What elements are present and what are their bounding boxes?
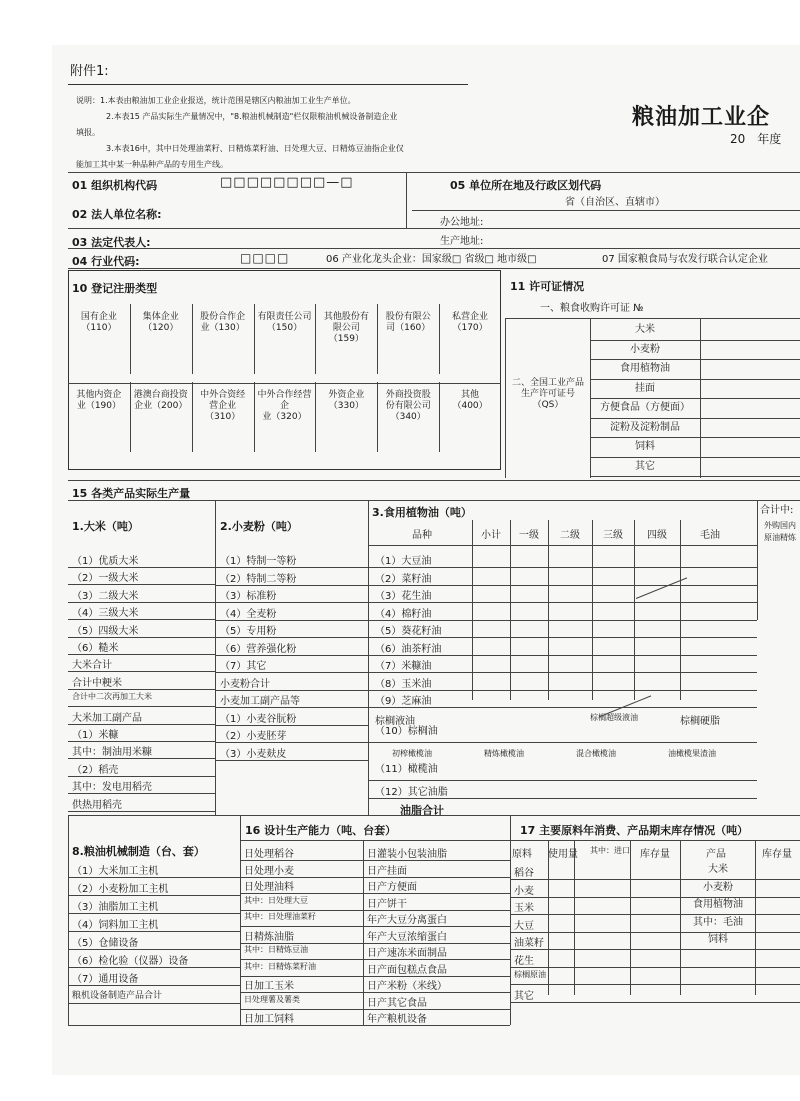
rule-line xyxy=(510,879,800,880)
rule-line xyxy=(510,914,800,915)
rule-line xyxy=(368,585,757,586)
consumption-header: 使用量 xyxy=(548,849,578,860)
oil-row-label: （5）葵花籽油 xyxy=(375,626,442,637)
palm-oil-type: 棕榈硬脂 xyxy=(680,716,720,727)
year-line: 20 年度 xyxy=(730,132,782,146)
license-item-label: 小麦粉 xyxy=(630,343,660,355)
rice-row-label: （1）优质大米 xyxy=(72,556,139,567)
rule-line xyxy=(590,457,800,458)
rule-line xyxy=(368,620,757,621)
note-line-2: 2.本表15 产品实际生产量情况中，"8.粮油机械制造"栏仅限粮油机械设备制造企业 xyxy=(106,112,398,121)
org-code-label: 01 组织机构代码 xyxy=(72,179,158,192)
rule-line xyxy=(439,382,440,452)
rice-row-label: （6）糙米 xyxy=(72,643,119,654)
side-import-2: 原油精炼 xyxy=(764,533,796,542)
capacity-left-label: 其中：日精炼菜籽油 xyxy=(244,961,316,971)
consumption-header: 库存量 xyxy=(640,849,670,860)
province-label: 省（自治区、直辖市） xyxy=(565,197,665,208)
office-address-label: 办公地址: xyxy=(440,217,484,228)
oil-column-header: 四级 xyxy=(647,530,667,541)
capacity-title: 16 设计生产能力（吨、台套） xyxy=(245,824,397,837)
machinery-row-label: （1）大米加工主机 xyxy=(72,866,159,877)
capacity-right-label: 年产大豆浓缩蛋白 xyxy=(367,931,447,943)
material-label: 油菜籽 xyxy=(514,938,544,949)
rule-line xyxy=(368,637,757,638)
olive-oil-type: 混合橄榄油 xyxy=(576,749,616,758)
oil-column-header: 品种 xyxy=(412,530,432,541)
rule-line xyxy=(315,382,316,452)
license-item-label: 食用植物油 xyxy=(620,363,670,374)
capacity-left-label: 日处理油料 xyxy=(244,882,294,893)
oil-total-label: 油脂合计 xyxy=(400,804,444,817)
registration-type-cell[interactable]: 港澳台商投资 企业（200） xyxy=(133,390,188,411)
oil-column-header: 小计 xyxy=(481,530,501,541)
rule-line xyxy=(215,725,368,726)
rule-line xyxy=(590,476,800,477)
rule-line xyxy=(68,584,215,585)
flour-row-label: （1）特制一等粉 xyxy=(220,556,297,567)
capacity-right-label: 日产挂面 xyxy=(367,865,407,877)
rule-line xyxy=(254,304,255,374)
palm-oil-label: （10）棕榈油 xyxy=(375,726,438,737)
material-label: 大豆 xyxy=(514,920,534,932)
rice-row-label: （3）二级大米 xyxy=(72,590,139,602)
production-address-label: 生产地址: xyxy=(440,236,484,247)
rule-line xyxy=(368,742,757,743)
rule-line xyxy=(68,654,215,655)
flour-row-label: （1）小麦谷朊粉 xyxy=(220,713,297,725)
rice-row-label: 大米加工副产品 xyxy=(72,712,142,724)
rule-line xyxy=(68,949,240,950)
note-line-5: 能加工其中某一种品种产品的专用生产线。 xyxy=(76,160,228,169)
machinery-row-label: （4）饲料加工主机 xyxy=(72,920,159,931)
rule-line xyxy=(192,382,193,452)
rice-row-label: （4）三级大米 xyxy=(72,608,139,620)
notes-box xyxy=(68,84,468,170)
machinery-row-label: （3）油脂加工主机 xyxy=(72,902,159,913)
material-label: 玉米 xyxy=(514,903,534,914)
rice-row-label: （2）一级大米 xyxy=(72,573,139,585)
rule-line xyxy=(68,913,240,914)
rule-line xyxy=(68,637,215,638)
rule-line xyxy=(510,897,800,898)
region-code-label: 05 单位所在地及行政区划代码 xyxy=(450,179,602,192)
registration-type-cell[interactable]: 国有企业 （110） xyxy=(80,312,117,333)
flour-row-label: （7）其它 xyxy=(220,661,267,672)
flour-row-label: 小麦粉合计 xyxy=(220,678,270,690)
rule-line xyxy=(68,602,215,603)
oil-row-label: （7）米糠油 xyxy=(375,661,432,672)
registration-type-cell[interactable]: 私营企业 （170） xyxy=(452,312,489,333)
rice-row-label: 其中：发电用稻壳 xyxy=(72,782,152,794)
rule-line xyxy=(215,585,368,586)
capacity-right-label: 年产大豆分离蛋白 xyxy=(367,915,447,926)
rule-line xyxy=(439,304,440,374)
rule-line xyxy=(68,758,215,759)
rule-line xyxy=(548,840,549,995)
rule-line xyxy=(215,655,368,656)
rule-line xyxy=(472,520,473,700)
palm-oil-type: 棕榈超级液油 xyxy=(590,713,638,722)
product-label: 饲料 xyxy=(708,934,728,945)
rule-line xyxy=(592,520,593,700)
oil-column-header: 一级 xyxy=(519,530,539,541)
industry-code-label: 04 行业代码: xyxy=(72,255,140,268)
olive-oil-type: 精炼橄榄油 xyxy=(484,749,524,758)
consumption-header: 产品 xyxy=(706,849,726,860)
rule-line xyxy=(634,520,635,700)
oil-row-label: （1）大豆油 xyxy=(375,556,432,567)
capacity-left-label: 其中：日精炼豆油 xyxy=(244,945,308,954)
registration-title: 10 登记注册类型 xyxy=(72,282,158,295)
license-item-label: 大米 xyxy=(635,324,655,335)
rice-row-label: 合计中粳米 xyxy=(72,677,122,689)
registration-type-cell[interactable]: 集体企业 （120） xyxy=(142,312,179,333)
oil-column-header: 二级 xyxy=(560,530,580,541)
material-label: 稻谷 xyxy=(514,868,534,879)
rice-row-label: （5）四级大米 xyxy=(72,625,139,637)
rule-line xyxy=(590,379,800,380)
rice-row-label: 其中：制油用米糠 xyxy=(72,747,152,759)
rice-row-label: 供热用稻壳 xyxy=(72,799,122,811)
rule-line xyxy=(130,382,131,452)
flour-row-label: （3）小麦麸皮 xyxy=(220,748,287,760)
rule-line xyxy=(68,776,215,777)
rule-line xyxy=(590,359,800,360)
capacity-right-label: 日产速冻米面制品 xyxy=(367,948,447,959)
rule-line xyxy=(510,840,800,841)
rule-line xyxy=(368,602,757,603)
rule-line xyxy=(68,1003,240,1004)
oil-row-label: （6）油茶籽油 xyxy=(375,643,442,655)
rule-line xyxy=(510,967,800,968)
leading-enterprise-label: 06 产业化龙头企业：国家级□ 省级□ 地市级□ xyxy=(326,254,537,265)
machinery-row-label: （7）通用设备 xyxy=(72,974,139,985)
rice-row-label: 合计中二次再加工大米 xyxy=(72,692,152,702)
rule-line xyxy=(130,304,131,374)
rule-line xyxy=(590,418,800,419)
rule-line xyxy=(68,619,215,620)
capacity-left-label: 其中：日处理油菜籽 xyxy=(244,912,316,921)
other-oil-label: （12）其它油脂 xyxy=(375,787,448,798)
rule-line xyxy=(192,304,193,374)
rule-line xyxy=(68,931,240,932)
rule-line xyxy=(368,707,757,708)
rule-line xyxy=(510,949,800,950)
palm-oil-type: 棕榈液油 xyxy=(375,716,415,727)
machinery-row-label: 粮机设备制造产品合计 xyxy=(72,991,163,1001)
rule-line xyxy=(68,895,240,896)
rule-line xyxy=(254,382,255,452)
rule-line xyxy=(590,398,800,399)
flour-title: 2.小麦粉（吨） xyxy=(220,520,298,533)
rule-line xyxy=(68,741,215,742)
capacity-right-label: 日产饼干 xyxy=(367,898,407,910)
rule-line xyxy=(315,304,316,374)
registration-type-cell[interactable]: 外资企业 （330） xyxy=(328,390,365,411)
rule-line xyxy=(377,382,378,452)
rule-line xyxy=(368,655,757,656)
capacity-right-label: 日产其它食品 xyxy=(367,997,427,1009)
capacity-right-label: 日产米粉（米线） xyxy=(367,981,447,992)
material-label: 其它 xyxy=(514,990,534,1002)
registration-type-cell[interactable]: 中外合资经 营企业 （310） xyxy=(200,390,246,422)
machinery-row-label: （5）仓储设备 xyxy=(72,938,139,949)
material-label: 棕榈原油 xyxy=(514,970,546,979)
rice-row-label: （2）稻壳 xyxy=(72,764,119,776)
rule-line xyxy=(68,985,240,986)
rice-title: 1.大米（吨） xyxy=(72,520,139,533)
product-label: 食用植物油 xyxy=(693,899,743,910)
rule-line xyxy=(68,689,215,690)
key-enterprise-label: 07 国家粮食局与农发行联合认定企业 xyxy=(602,254,768,265)
flour-row-label: （6）营养强化粉 xyxy=(220,643,297,655)
registration-type-cell[interactable]: 中外合作经营企 业（320） xyxy=(257,390,312,422)
note-line-4: 3.本表16中，其中日处理油菜籽、日精炼菜籽油、日处理大豆、日精炼豆油指企业仅 xyxy=(106,144,404,153)
legal-rep-label: 03 法定代表人: xyxy=(72,236,151,249)
rule-line xyxy=(68,724,215,725)
consumption-title: 17 主要原料年消费、产品期末库存情况（吨） xyxy=(520,824,749,837)
rule-line xyxy=(510,984,800,985)
grain-license-label: 一、粮食收购许可证 № xyxy=(540,303,644,314)
capacity-left-label: 日处理稻谷 xyxy=(244,849,294,860)
rule-line xyxy=(510,1002,800,1003)
rule-line xyxy=(215,672,368,673)
rule-line xyxy=(368,672,757,673)
rule-line xyxy=(68,706,215,707)
flour-row-label: （4）全麦粉 xyxy=(220,608,277,620)
note-line-3: 填报。 xyxy=(76,128,100,137)
machinery-row-label: （6）检化验（仪器）设备 xyxy=(72,956,189,967)
consumption-header: 原料 xyxy=(512,849,532,860)
rule-line xyxy=(510,932,800,933)
rule-line xyxy=(590,437,800,438)
rule-line xyxy=(68,877,240,878)
consumption-header: 库存量 xyxy=(762,849,792,860)
registration-type-cell[interactable]: 其他 （400） xyxy=(452,390,488,411)
rule-line xyxy=(548,520,549,700)
rule-line xyxy=(368,780,757,781)
rule-line xyxy=(215,602,368,603)
rule-line xyxy=(240,840,510,841)
product-label: 小麦粉 xyxy=(703,881,733,893)
rule-line xyxy=(215,707,368,708)
olive-oil-type: 初榨橄榄油 xyxy=(392,749,432,758)
license-title: 11 许可证情况 xyxy=(510,280,585,293)
machinery-title: 8.粮油机械制造（台、套） xyxy=(72,845,205,858)
oil-title: 3.食用植物油（吨） xyxy=(372,506,472,519)
industry-code-boxes[interactable]: □□□□ xyxy=(240,251,290,265)
rule-line xyxy=(68,967,240,968)
oil-row-label: （9）芝麻油 xyxy=(375,696,432,707)
consumption-header: 其中：进口 xyxy=(590,846,630,855)
rule-line xyxy=(590,340,800,341)
oil-column-header: 毛油 xyxy=(700,530,720,541)
registration-type-cell[interactable]: 股份有限公 司（160） xyxy=(385,312,431,333)
registration-type-cell[interactable]: 外商投资股 份有限公司 （340） xyxy=(385,390,431,422)
registration-box xyxy=(68,270,501,470)
rule-line xyxy=(368,567,757,568)
capacity-right-label: 日产面包糕点食品 xyxy=(367,964,447,976)
olive-oil-type: 油橄榄果渣油 xyxy=(668,749,716,758)
flour-row-label: （2）特制二等粉 xyxy=(220,573,297,585)
oil-row-label: （4）棉籽油 xyxy=(375,608,432,620)
rule-line xyxy=(377,304,378,374)
license-item-label: 饲料 xyxy=(635,441,655,452)
flour-row-label: （2）小麦胚芽 xyxy=(220,731,287,742)
capacity-left-label: 日处理薯及薯类 xyxy=(244,994,300,1004)
license-item-label: 其它 xyxy=(635,460,655,472)
rule-line xyxy=(215,760,368,761)
side-total-label: 合计中: xyxy=(760,505,794,516)
license-item-label: 挂面 xyxy=(635,382,655,394)
oil-row-label: （3）花生油 xyxy=(375,591,432,602)
oil-row-label: （8）玉米油 xyxy=(375,678,432,690)
legal-name-label: 02 法人单位名称: xyxy=(72,208,162,221)
note-line-1: 说明：1.本表由粮油加工业企业报送，统计范围是辖区内粮油加工业生产单位。 xyxy=(76,96,356,105)
oil-column-header: 三级 xyxy=(603,530,623,541)
capacity-left-label: 日加工饲料 xyxy=(244,1014,294,1025)
rule-line xyxy=(215,567,368,568)
capacity-left-label: 日加工玉米 xyxy=(244,981,294,992)
capacity-left-label: 日处理小麦 xyxy=(244,865,294,877)
attachment-label: 附件1: xyxy=(70,64,109,79)
form-title: 粮油加工业企 xyxy=(632,105,771,130)
side-import-1: 外购国内 xyxy=(764,521,796,530)
org-code-boxes[interactable]: □□□□□□□□—□ xyxy=(220,175,354,190)
capacity-right-label: 年产粮机设备 xyxy=(367,1014,427,1025)
rule-line xyxy=(68,811,215,812)
rice-row-label: （1）米糠 xyxy=(72,730,119,741)
rule-line xyxy=(215,620,368,621)
registration-type-cell[interactable]: 有限责任公司 （150） xyxy=(257,312,312,333)
rule-line xyxy=(680,520,681,700)
capacity-left-label: 其中：日处理大豆 xyxy=(244,895,308,905)
qs-license-label: 二、全国工业产品 生产许可证号 （QS） xyxy=(511,378,584,410)
rule-line xyxy=(510,520,511,700)
rule-line xyxy=(368,545,757,546)
capacity-right-label: 日产方便面 xyxy=(367,882,417,893)
rule-line xyxy=(215,637,368,638)
material-label: 小麦 xyxy=(514,885,534,897)
registration-type-cell[interactable]: 其他股份有 限公司 （159） xyxy=(323,312,369,344)
rice-row-label: 大米合计 xyxy=(72,660,112,672)
material-label: 花生 xyxy=(514,955,534,967)
license-item-label: 方便食品（方便面） xyxy=(600,402,690,413)
olive-oil-label: （11）橄榄油 xyxy=(375,764,438,775)
product-label: 大米 xyxy=(708,864,728,875)
license-item-label: 淀粉及淀粉制品 xyxy=(610,421,680,433)
registration-type-cell[interactable]: 其他内资企 业（190） xyxy=(76,390,122,411)
rule-line xyxy=(368,690,757,691)
oil-row-label: （2）菜籽油 xyxy=(375,573,432,585)
rule-line xyxy=(68,567,215,568)
rule-line xyxy=(68,793,215,794)
capacity-right-label: 日灌装小包装油脂 xyxy=(367,849,447,860)
rule-line xyxy=(215,690,368,691)
rule-line xyxy=(68,671,215,672)
machinery-row-label: （2）小麦粉加工主机 xyxy=(72,884,169,895)
capacity-left-label: 日精炼油脂 xyxy=(244,931,294,943)
flour-row-label: （5）专用粉 xyxy=(220,626,277,637)
production-title: 15 各类产品实际生产量 xyxy=(72,487,191,500)
flour-row-label: 小麦加工副产品等 xyxy=(220,696,300,707)
flour-row-label: （3）标准粉 xyxy=(220,591,277,602)
product-label: 其中：毛油 xyxy=(693,916,743,928)
registration-type-cell[interactable]: 股份合作企 业（130） xyxy=(200,312,246,333)
rule-line xyxy=(240,1025,510,1026)
rule-line xyxy=(215,742,368,743)
